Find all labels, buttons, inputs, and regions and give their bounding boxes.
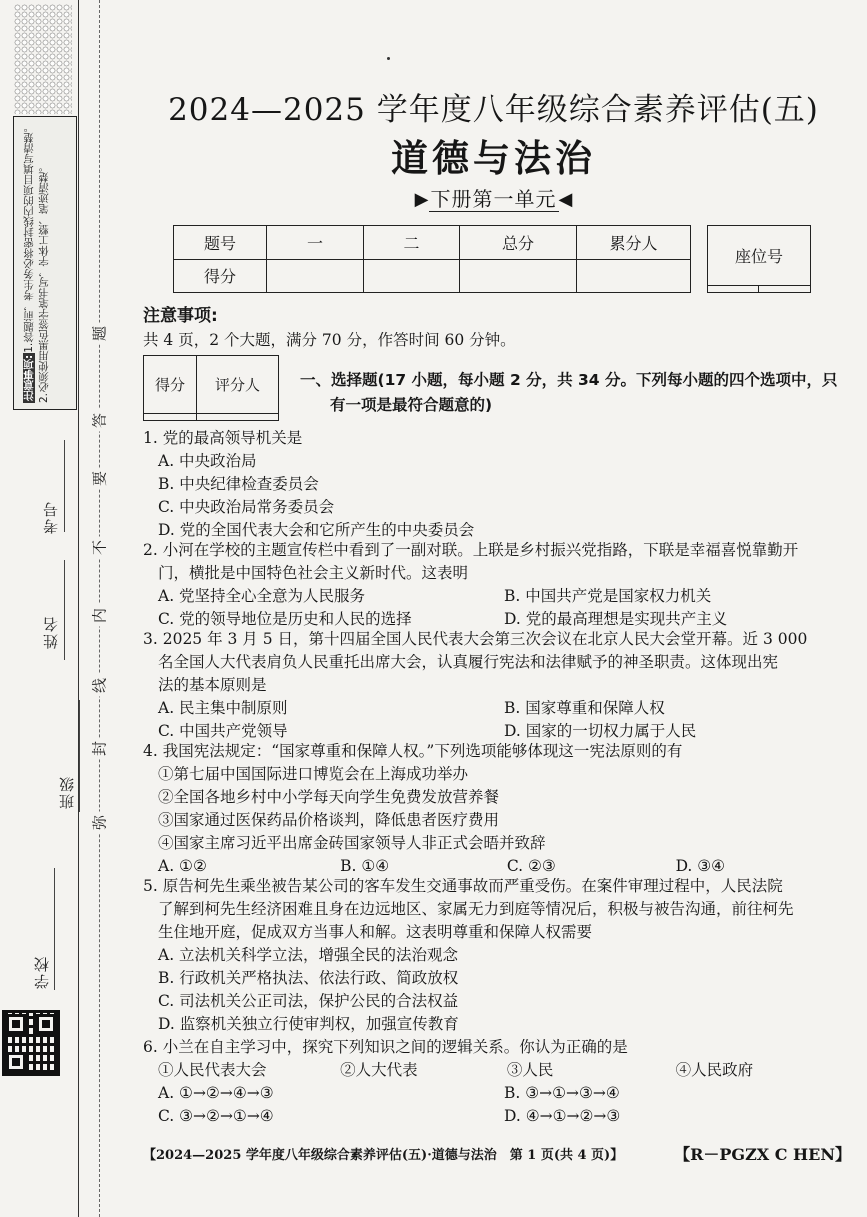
- question-2-option-d[interactable]: D. 党的最高理想是实现共产主义: [504, 610, 728, 628]
- qr-finder-tl: [6, 1014, 26, 1034]
- score-col-total: 总分: [460, 226, 577, 260]
- score-col-2: 二: [364, 226, 460, 260]
- score-cell-accumulator[interactable]: [577, 259, 691, 293]
- question-1-option-b[interactable]: B. 中央纪律检查委员会: [158, 475, 319, 493]
- question-6-option-b[interactable]: B. ③→①→③→④: [504, 1084, 620, 1102]
- question-4-option-c[interactable]: C. ②③: [506, 857, 556, 875]
- seal-char-4: 内: [89, 605, 110, 627]
- question-1-option-a[interactable]: A. 中央政治局: [158, 452, 257, 470]
- question-4-item-4: ④国家主席习近平出席金砖国家领导人非正式会晤并致辞: [158, 834, 546, 852]
- question-4-option-d[interactable]: D. ③④: [675, 857, 726, 875]
- exam-subject: 道德与法治: [391, 137, 596, 180]
- question-3-option-b[interactable]: B. 国家尊重和保障人权: [504, 699, 665, 717]
- seal-char-8: 题: [89, 323, 110, 345]
- question-2-option-b[interactable]: B. 中国共产党是国家权力机关: [504, 587, 712, 605]
- question-5-option-c[interactable]: C. 司法机关公正司法，保护公民的合法权益: [158, 992, 459, 1010]
- punch-circles: [14, 4, 72, 114]
- question-1-option-d[interactable]: D. 党的全国代表大会和它所产生的中央委员会: [158, 521, 475, 539]
- question-4-item-2: ②全国各地乡村中小学每天向学生免费发放营养餐: [158, 788, 500, 806]
- question-6-option-a[interactable]: A. ①→②→④→③: [158, 1084, 274, 1102]
- seal-char-1: 弥: [89, 812, 110, 834]
- score-col-1: 一: [267, 226, 364, 260]
- question-5-stem-line2: 了解到柯先生经济困难且身在边远地区、家属无力到庭等情况后，积极与被告沟通，前往柯先: [158, 900, 794, 918]
- score-row-label-number: 题号: [174, 226, 267, 260]
- grader-box: [143, 355, 279, 421]
- question-6-option-d[interactable]: D. ④→①→②→③: [504, 1107, 621, 1125]
- binding-notice-line2: 2.必须使用黑色签字笔书写，字体工整、笔迹清楚。: [38, 161, 50, 403]
- question-3-option-c[interactable]: C. 中国共产党领导: [158, 722, 288, 740]
- seal-char-5: 不: [89, 537, 110, 559]
- question-6-item-4: ④人民政府: [675, 1061, 754, 1079]
- question-6-item-1: ①人民代表大会: [158, 1061, 267, 1079]
- question-1-option-c[interactable]: C. 中央政治局常务委员会: [158, 498, 335, 516]
- question-5: [143, 875, 850, 1036]
- unit-line: [120, 183, 867, 212]
- score-col-accumulator: 累分人: [577, 226, 691, 260]
- seat-cell-1[interactable]: [708, 286, 759, 293]
- question-2-option-a[interactable]: A. 党坚持全心全意为人民服务: [158, 587, 366, 605]
- seal-char-2: 封: [89, 738, 110, 760]
- name-line: [64, 560, 65, 660]
- question-4-option-b[interactable]: B. ①④: [340, 857, 390, 875]
- grader-name-label: 评分人: [197, 356, 279, 414]
- question-5-stem-line1: 5. 原告柯先生乘坐被告某公司的客车发生交通事故而严重受伤。在案件审理过程中，人民法院: [143, 877, 783, 895]
- grader-name-cell[interactable]: [197, 413, 279, 420]
- unit-label: 下册第一单元: [430, 187, 557, 211]
- question-6: [143, 1036, 850, 1128]
- score-cell-1[interactable]: [267, 259, 364, 293]
- binding-notice-box: [13, 116, 77, 410]
- section-1-heading: [300, 368, 845, 418]
- question-4-option-a[interactable]: A. ①②: [158, 857, 207, 875]
- class-label: 班级: [58, 775, 76, 809]
- question-1: [143, 427, 850, 542]
- triangle-right-icon: ▶: [414, 189, 429, 210]
- footer-text: 【2024—2025 学年度八年级综合素养评估(五)·道德与法治 第 1 页(共 4 页)】: [143, 1148, 624, 1163]
- triangle-left-icon: ◀: [558, 189, 573, 210]
- binding-notice-text: [14, 117, 76, 409]
- question-2-stem-line2: 门，横批是中国特色社会主义新时代。这表明: [158, 564, 469, 582]
- footer-code: 【R－PGZX C HEN】: [674, 1145, 851, 1164]
- seat-label: 座位号: [708, 226, 811, 286]
- score-cell-total[interactable]: [460, 259, 577, 293]
- page-footer: [143, 1142, 851, 1165]
- qr-finder-bl: [6, 1052, 26, 1072]
- seat-table: [707, 225, 811, 293]
- notes-title: 注意事项:: [143, 306, 218, 326]
- question-3-option-a[interactable]: A. 民主集中制原则: [158, 699, 288, 717]
- exam-no-label: 考号: [42, 500, 60, 534]
- question-2: [143, 539, 850, 631]
- question-5-stem-line3: 生住地开庭，促成双方当事人和解。这表明尊重和保障人权需要: [158, 923, 593, 941]
- question-6-item-3: ③人民: [506, 1061, 554, 1079]
- question-3-option-d[interactable]: D. 国家的一切权力属于人民: [504, 722, 697, 740]
- exam-no-line: [64, 440, 65, 532]
- seat-cell-2[interactable]: [759, 286, 811, 293]
- qr-code: [2, 1010, 60, 1076]
- question-6-option-c[interactable]: C. ③→②→①→④: [158, 1107, 274, 1125]
- question-3-stem-line3: 法的基本原则是: [158, 676, 267, 694]
- score-table-score-row: [174, 259, 691, 293]
- seal-char-6: 要: [89, 468, 110, 490]
- question-3-stem-line1: 3. 2025 年 3 月 5 日，第十四届全国人民代表大会第三次会议在北京人民大会堂开幕。近 3 000: [143, 630, 808, 648]
- score-table-header-row: [174, 226, 691, 260]
- print-dot: [387, 57, 390, 60]
- question-5-option-b[interactable]: B. 行政机关严格执法、依法行政、简政放权: [158, 969, 459, 987]
- question-2-stem-line1: 2. 小河在学校的主题宣传栏中看到了一副对联。上联是乡村振兴党指路，下联是幸福喜悦靠勤开: [143, 541, 799, 559]
- section-1-line2: 有一项是最符合题意的): [330, 396, 493, 414]
- question-6-item-2: ②人大代表: [340, 1061, 418, 1079]
- question-4: [143, 740, 850, 878]
- class-line: [79, 700, 80, 812]
- question-4-stem: 4. 我国宪法规定：“国家尊重和保障人权。”下列选项能够体现这一宪法原则的有: [143, 742, 683, 760]
- question-2-option-c[interactable]: C. 党的领导地位是历史和人民的选择: [158, 610, 412, 628]
- seal-char-7: 答: [89, 410, 110, 432]
- question-4-item-3: ③国家通过医保药品价格谈判，降低患者医疗费用: [158, 811, 500, 829]
- notes-body: 共 4 页，2 个大题，满分 70 分，作答时间 60 分钟。: [143, 331, 516, 349]
- section-1-line1: 一、选择题(17 小题，每小题 2 分，共 34 分。下列每小题的四个选项中，只: [300, 371, 838, 389]
- question-4-item-1: ①第七届中国国际进口博览会在上海成功举办: [158, 765, 469, 783]
- question-5-option-d[interactable]: D. 监察机关独立行使审判权，加强宣传教育: [158, 1015, 459, 1033]
- school-line: [54, 868, 55, 990]
- question-6-stem: 6. 小兰在自主学习中，探究下列知识之间的逻辑关系。你认为正确的是: [143, 1038, 628, 1056]
- binding-notice-line1: 1.答题前，考生务必将密封线内的项目填写清楚。: [23, 122, 35, 353]
- score-cell-2[interactable]: [364, 259, 460, 293]
- binding-strip: [0, 0, 118, 1217]
- name-label: 姓名: [42, 615, 60, 649]
- qr-finder-tr: [36, 1014, 56, 1034]
- grader-score-cell[interactable]: [144, 413, 197, 420]
- question-1-stem: 1. 党的最高领导机关是: [143, 429, 303, 447]
- question-3-stem-line2: 名全国人大代表肩负人民重托出席大会，认真履行宪法和法律赋予的神圣职责。这体现出宪: [158, 653, 779, 671]
- exam-title: 2024—2025 学年度八年级综合素养评估(五): [168, 92, 819, 128]
- score-table: [173, 225, 691, 293]
- seal-char-3: 线: [89, 675, 110, 697]
- score-row-label-score: 得分: [174, 259, 267, 293]
- question-5-option-a[interactable]: A. 立法机关科学立法，增强全民的法治观念: [158, 946, 459, 964]
- binding-notice-title: 注意事项:: [23, 354, 35, 401]
- grader-score-label: 得分: [144, 356, 197, 414]
- school-label: 学校: [33, 955, 51, 989]
- question-3: [143, 628, 850, 743]
